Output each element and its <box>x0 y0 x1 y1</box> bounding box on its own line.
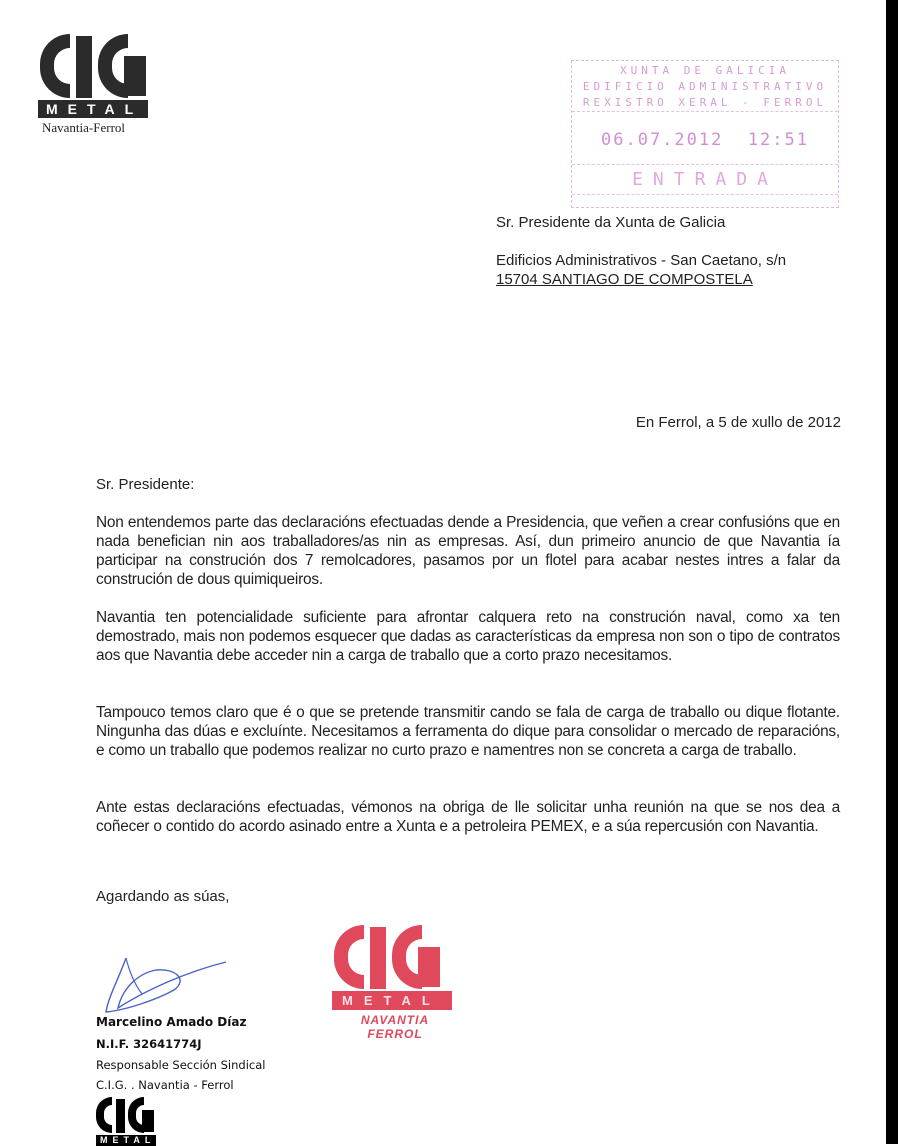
union-stamp-line-2: FERROL <box>367 1027 423 1041</box>
body-paragraph: Ante estas declaracións efectuadas, vémonos na obriga de lle solicitar unha reunión na que se nos dea a coñecer o contido do acordo asinado entre a Xunta e a petroleira PEMEX, e a súa repercusión con Navantia. <box>96 799 840 835</box>
closing: Agardando as súas, <box>96 888 230 905</box>
signer-organization: C.I.G. . Navantia - Ferrol <box>96 1078 234 1092</box>
signer-name: Marcelino Amado Díaz <box>96 1015 247 1029</box>
union-stamp-line-1: NAVANTIA <box>360 1013 430 1027</box>
recipient-title: Sr. Presidente da Xunta de Galicia <box>496 214 726 231</box>
footer-logo-mark <box>96 1097 156 1133</box>
signer-role: Responsable Sección Sindical <box>96 1058 266 1072</box>
stamp-line-2: EDIFICIO ADMINISTRATIVO <box>582 80 828 93</box>
stamp-datetime: 06.07.2012 12:51 <box>601 130 809 150</box>
scan-edge-bar <box>886 0 898 1144</box>
logo-subtitle: Navantia-Ferrol <box>42 120 126 135</box>
date-line: En Ferrol, a 5 de xullo de 2012 <box>635 414 841 431</box>
salutation: Sr. Presidente: <box>96 476 195 493</box>
stamp-line-3: REXISTRO XERAL - FERROL <box>582 96 828 109</box>
union-stamp-logo-mark <box>332 925 442 989</box>
signer-nif: N.I.F. 32641774J <box>96 1037 202 1051</box>
body-paragraph: Navantia ten potencialidade suficiente para afrontar calquera reto na construción naval, como xa ten demostrado, mais non podemos esquecer que dadas as características da empresa non son o tipo de contratos aos que Navantia debe acceder nin a carga de traballo que a corto prazo necesitamos. <box>96 609 840 664</box>
union-stamp-band: METAL <box>332 991 452 1010</box>
recipient-address-line-1: Edificios Administrativos - San Caetano, s/n <box>496 252 787 269</box>
cig-metal-logo <box>38 34 154 136</box>
footer-logo-band: METAL <box>96 1135 156 1146</box>
recipient-address-line-2: 15704 SANTIAGO DE COMPOSTELA <box>496 271 753 288</box>
footer-logo <box>96 1097 156 1146</box>
registry-stamp <box>571 60 839 208</box>
handwritten-signature <box>96 950 246 1020</box>
body-paragraph: Tampouco temos claro que é o que se pretende transmitir cando se fala de carga de traballo ou dique flotante. Ningunha das dúas e excluínte. Necesitamos a ferramenta do dique para consolidar o mercado de reparacións, e como un traballo que podemos realizar no curto prazo e namentres non se concreta a carga de traballo. <box>96 704 840 759</box>
stamp-line-1: XUNTA DE GALICIA <box>620 64 790 77</box>
logo-metal-band: METAL <box>38 100 148 118</box>
union-stamp <box>332 925 452 1041</box>
cig-logo-mark <box>38 34 148 98</box>
body-paragraph: Non entendemos parte das declaracións efectuadas dende a Presidencia, que veñen a crear confusións que en nada benefician nin aos traballadores/as nin as empresas. Así, dun primeiro anuncio de que Navantia ía participar na construción dos 7 remolcadores, pasamos por un flotel para acabar nestes intres a falar da construción de dous quimiqueiros. <box>96 514 840 588</box>
stamp-label: ENTRADA <box>572 164 838 195</box>
